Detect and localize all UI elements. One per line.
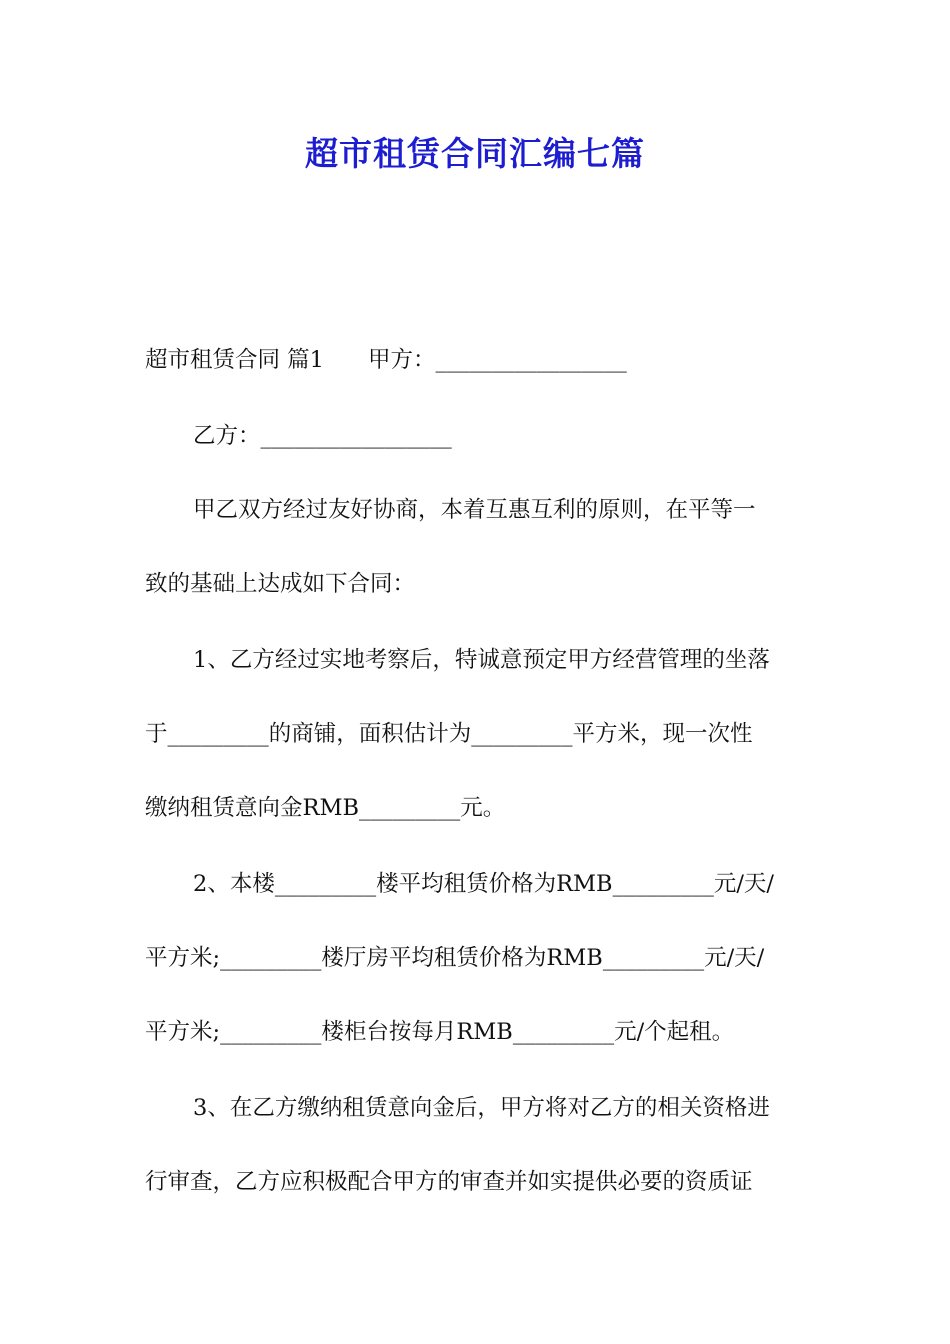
document-title: 超市租赁合同汇编七篇 <box>305 134 645 173</box>
paragraph-line: 甲乙双方经过友好协商，本着互惠互利的原则，在平等一 <box>193 497 756 523</box>
paragraph-line: 平方米;_________楼柜台按每月RMB_________元/个起租。 <box>145 1019 735 1045</box>
paragraph-line: 2、本楼_________楼平均租赁价格为RMB_________元/天/ <box>193 871 774 897</box>
party-b-line: 乙方：_________________ <box>193 423 452 449</box>
section-heading: 超市租赁合同 篇1 <box>145 347 324 373</box>
party-a-line: 甲方：_________________ <box>367 347 627 373</box>
paragraph-line: 致的基础上达成如下合同： <box>145 571 416 597</box>
paragraph-line: 平方米;_________楼厅房平均租赁价格为RMB_________元/天/ <box>145 945 765 971</box>
paragraph-line: 3、在乙方缴纳租赁意向金后，甲方将对乙方的相关资格进 <box>193 1095 770 1121</box>
paragraph-line: 行审查，乙方应积极配合甲方的审查并如实提供必要的资质证 <box>145 1169 753 1195</box>
paragraph-line: 于_________的商铺，面积估计为_________平方米，现一次性 <box>145 721 753 747</box>
section-heading-line <box>145 344 815 376</box>
paragraph-line: 缴纳租赁意向金RMB_________元。 <box>145 795 506 821</box>
paragraph-line: 1、乙方经过实地考察后，特诚意预定甲方经营管理的坐落 <box>193 647 770 673</box>
